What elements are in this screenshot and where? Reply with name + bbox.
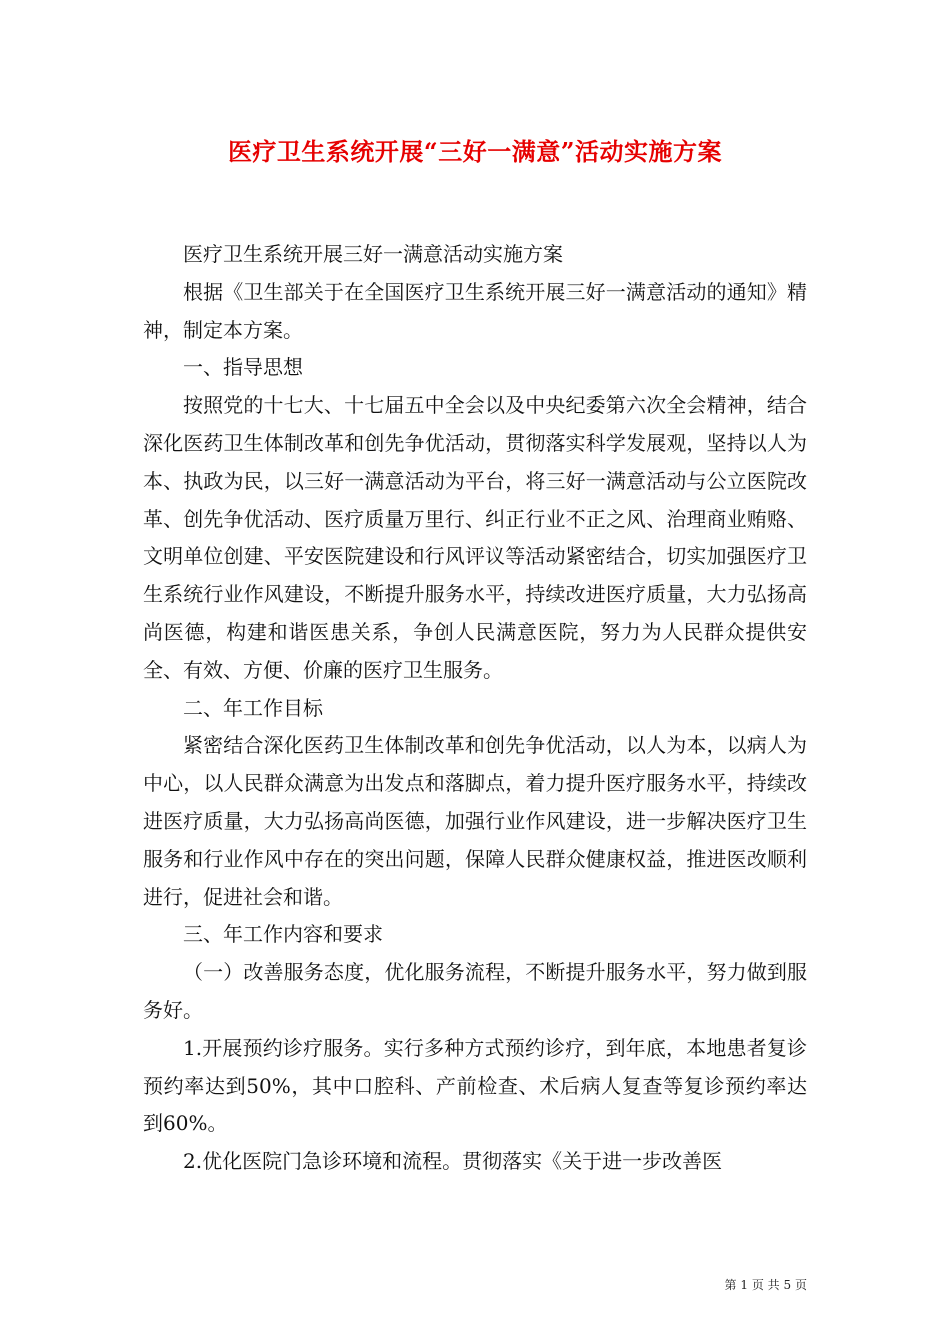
- list-item-1: 1.开展预约诊疗服务。实行多种方式预约诊疗，到年底，本地患者复诊预约率达到50%，其中口腔科、产前检查、术后病人复查等复诊预约率达到60%。: [143, 1035, 807, 1136]
- footer-suffix: 页: [794, 1278, 807, 1292]
- footer-middle: 页 共: [751, 1278, 780, 1292]
- subsection-heading-1: （一）改善服务态度，优化服务流程，不断提升服务水平，努力做到服务好。: [143, 960, 807, 1022]
- paragraph-guiding-thought: 按照党的十七大、十七届五中全会以及中央纪委第六次全会精神，结合深化医药卫生体制改革和创先争优活动，贯彻落实科学发展观，坚持以人为本、执政为民，以三好一满意活动为平台，将三好一满意活动与公立医院改革、创先争优活动、医疗质量万里行、纠正行业不正之风、治理商业贿赂、文明单位创建、平安医院建设和行风评议等活动紧密结合，切实加强医疗卫生系统行业作风建设，不断提升服务水平，持续改进医疗质量，大力弘扬高尚医德，构建和谐医患关系，争创人民满意医院，努力为人民群众提供安全、有效、方便、价廉的医疗卫生服务。: [143, 393, 807, 682]
- footer-current-page: 1: [740, 1278, 749, 1292]
- document-title: 医疗卫生系统开展“三好一满意”活动实施方案: [227, 137, 723, 166]
- list-item-2: 2.优化医院门急诊环境和流程。贯彻落实《关于进一步改善医: [183, 1149, 723, 1174]
- footer-prefix: 第: [724, 1278, 737, 1292]
- section-heading-3: 三、年工作内容和要求: [183, 922, 383, 947]
- paragraph-basis: 根据《卫生部关于在全国医疗卫生系统开展三好一满意活动的通知》精神，制定本方案。: [143, 279, 807, 342]
- paragraph-work-goals: 紧密结合深化医药卫生体制改革和创先争优活动，以人为本，以病人为中心，以人民群众满意为出发点和落脚点，着力提升医疗服务水平，持续改进医疗质量，大力弘扬高尚医德，加强行业作风建设，进一步解决医疗卫生服务和行业作风中存在的突出问题，保障人民群众健康权益，推进医改顺利进行，促进社会和谐。: [143, 733, 807, 909]
- footer-total-pages: 5: [783, 1278, 792, 1292]
- page-number-footer: [725, 1276, 807, 1293]
- paragraph-subtitle: 医疗卫生系统开展三好一满意活动实施方案: [183, 242, 563, 266]
- section-heading-1: 一、指导思想: [183, 355, 303, 380]
- document-body: [143, 236, 807, 1181]
- section-heading-2: 二、年工作目标: [183, 695, 323, 720]
